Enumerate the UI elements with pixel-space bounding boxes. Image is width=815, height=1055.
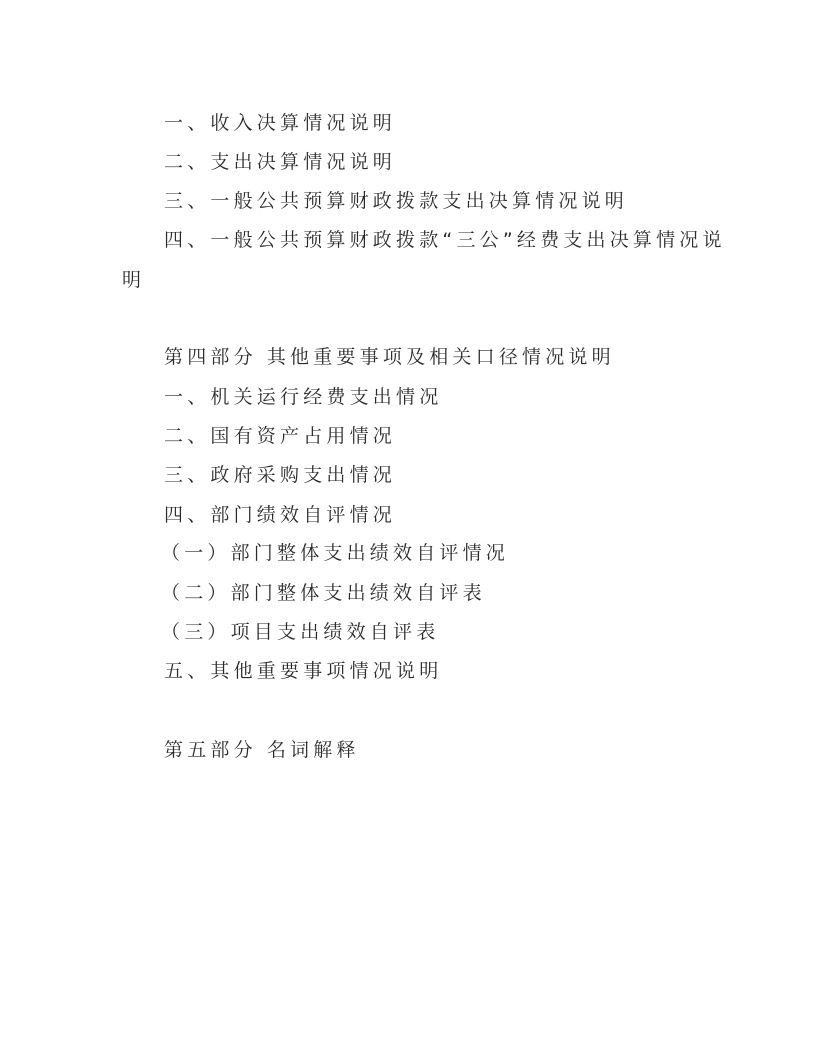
part5-number: 第五部分 [164,739,257,761]
section-heading-part5 [164,738,360,762]
section-heading-part4 [164,345,615,369]
toc-item-three-public: 四、一般公共预算财政拨款“三公”经费支出决算情况说 [164,229,726,251]
toc-item-performance: 四、部门绩效自评情况 [164,504,397,526]
toc-item-general-budget: 三、一般公共预算财政拨款支出决算情况说明 [164,190,629,212]
toc-subitem-overall-performance: （一）部门整体支出绩效自评情况 [161,542,510,564]
part4-title: 其他重要事项及相关口径情况说明 [266,346,615,368]
toc-subitem-project-table: （三）项目支出绩效自评表 [161,621,440,643]
toc-item-three-public-wrap: 明 [122,269,146,291]
toc-item-state-assets: 二、国有资产占用情况 [164,425,397,447]
toc-item-income: 一、收入决算情况说明 [164,112,397,134]
part5-title: 名词解释 [266,739,360,761]
toc-subitem-overall-table: （二）部门整体支出绩效自评表 [161,582,486,604]
toc-item-procurement: 三、政府采购支出情况 [164,464,397,486]
toc-item-other-matters: 五、其他重要事项情况说明 [164,660,443,682]
part4-number: 第四部分 [164,346,257,368]
toc-item-operating-cost: 一、机关运行经费支出情况 [164,386,443,408]
toc-item-expenditure: 二、支出决算情况说明 [164,151,397,173]
